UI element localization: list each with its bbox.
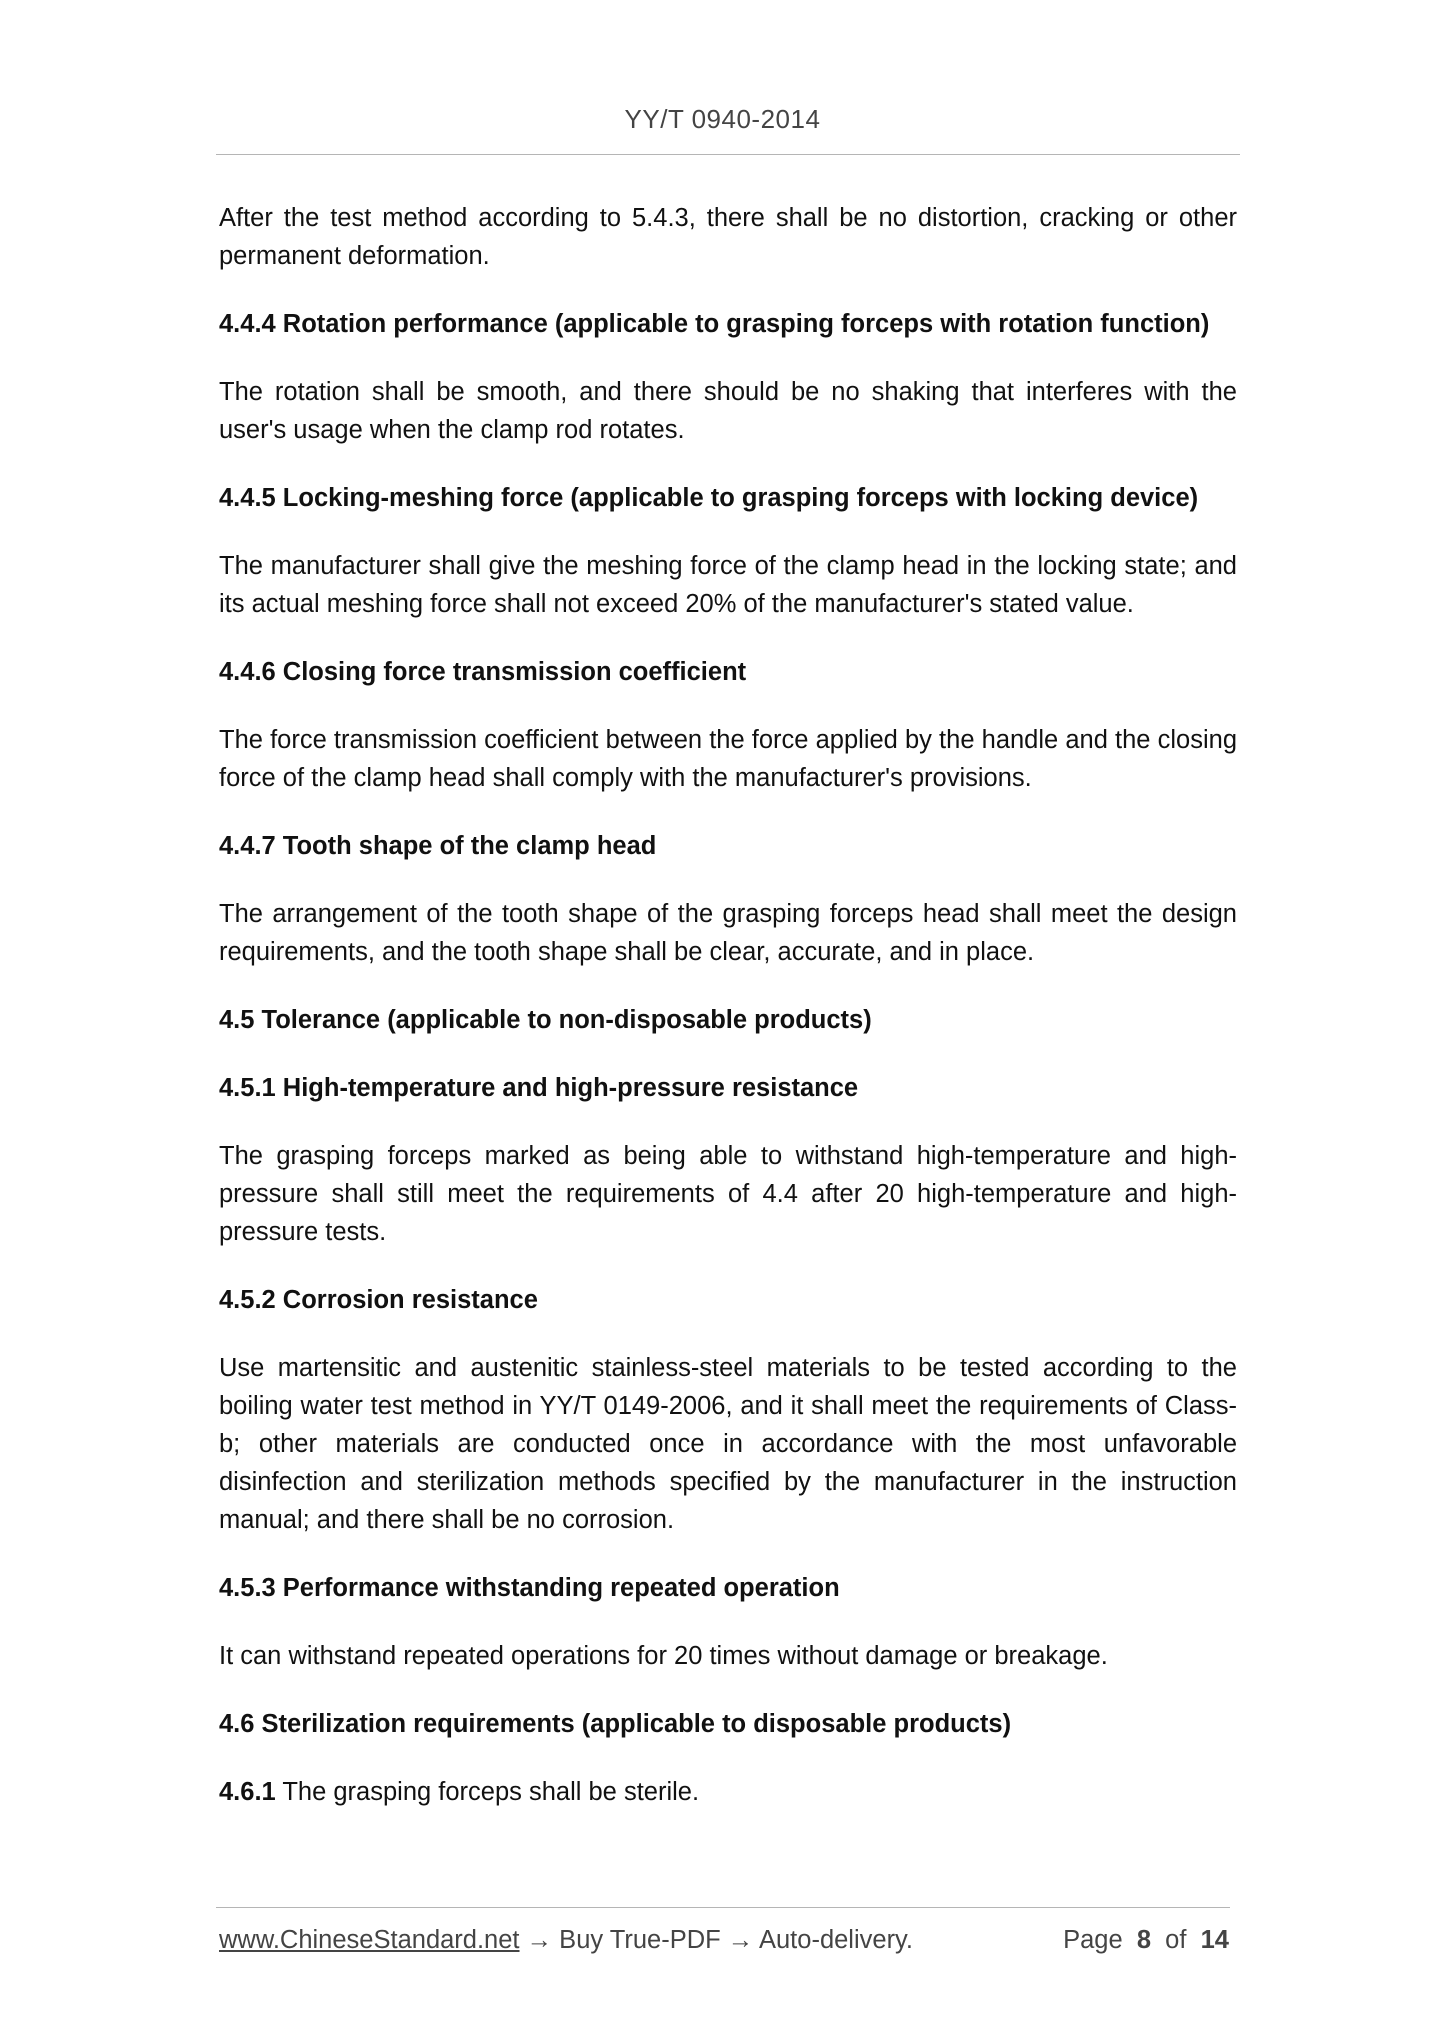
heading-4-5-2: 4.5.2 Corrosion resistance — [219, 1286, 538, 1314]
chinesestandard-link[interactable]: www.ChineseStandard.net — [219, 1926, 520, 1954]
paragraph-4-4-7: The arrangement of the tooth shape of the grasping forceps head shall meet the design requirements, and the tooth shape shall be clear, accurate, and in place. — [219, 900, 1237, 966]
clause-number-4-6-1: 4.6.1 — [219, 1778, 276, 1806]
heading-4-5: 4.5 Tolerance (applicable to non-disposable products) — [219, 1006, 872, 1034]
page-total: 14 — [1200, 1926, 1229, 1954]
footer-divider — [216, 1907, 1230, 1908]
page-label: Page — [1063, 1926, 1123, 1954]
heading-4-4-6: 4.4.6 Closing force transmission coefficient — [219, 658, 747, 686]
heading-4-6: 4.6 Sterilization requirements (applicable to disposable products) — [219, 1710, 1012, 1738]
paragraph-4-6-1 — [219, 1773, 1237, 1811]
footer-promo — [219, 1926, 913, 1955]
paragraph-4-4-5: The manufacturer shall give the meshing force of the clamp head in the locking state; and its actual meshing force shall not exceed 20% of the manufacturer's stated value. — [219, 552, 1237, 618]
page-current: 8 — [1136, 1926, 1151, 1954]
page-number — [1063, 1926, 1229, 1955]
heading-4-4-7: 4.4.7 Tooth shape of the clamp head — [219, 832, 657, 860]
heading-4-5-1: 4.5.1 High-temperature and high-pressure resistance — [219, 1074, 859, 1102]
paragraph-4-4-6: The force transmission coefficient between the force applied by the handle and the closing force of the clamp head shall comply with the manufacturer's provisions. — [219, 726, 1237, 792]
page-of-label: of — [1165, 1926, 1187, 1954]
header-divider — [216, 154, 1240, 155]
paragraph-deformation: After the test method according to 5.4.3, there shall be no distortion, cracking or other permanent deformation. — [219, 204, 1237, 270]
heading-4-4-5: 4.4.5 Locking-meshing force (applicable to grasping forceps with locking device) — [219, 484, 1199, 512]
clause-text-4-6-1: The grasping forceps shall be sterile. — [275, 1778, 700, 1806]
paragraph-4-5-1: The grasping forceps marked as being able to withstand high-temperature and high-pressure shall still meet the requirements of 4.4 after 20 high-temperature and high-pressure tests. — [219, 1142, 1237, 1246]
paragraph-4-5-3: It can withstand repeated operations for 20 times without damage or breakage. — [219, 1642, 1108, 1670]
document-code-header: YY/T 0940-2014 — [624, 104, 821, 134]
paragraph-4-4-4: The rotation shall be smooth, and there should be no shaking that interferes with the user's usage when the clamp rod rotates. — [219, 378, 1237, 444]
paragraph-4-5-2: Use martensitic and austenitic stainless-steel materials to be tested according to the boiling water test method in YY/T 0149-2006, and it shall meet the requirements of Class-b; other materials are conducted once in accordance with the most unfavorable disinfection and sterilization methods specified by the manufacturer in the instruction manual; and there shall be no corrosion. — [219, 1354, 1237, 1534]
heading-4-4-4: 4.4.4 Rotation performance (applicable to grasping forceps with rotation function) — [219, 310, 1210, 338]
heading-4-5-3: 4.5.3 Performance withstanding repeated operation — [219, 1574, 840, 1602]
footer-promo-text: → Buy True-PDF → Auto-delivery. — [519, 1926, 913, 1954]
page-body — [219, 199, 1237, 1841]
